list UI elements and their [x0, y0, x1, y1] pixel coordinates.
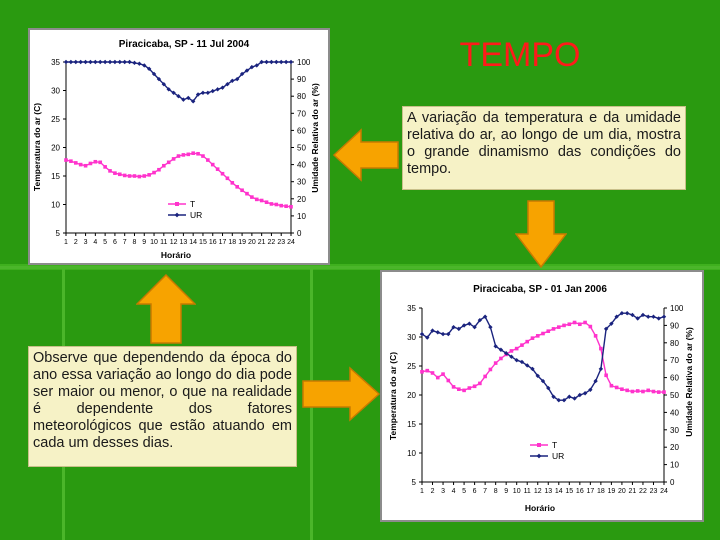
y-tick-label: 35 — [407, 304, 416, 313]
y-tick-label: 25 — [407, 362, 416, 371]
x-tick-label: 8 — [493, 488, 498, 495]
x-tick-label: 1 — [420, 488, 424, 495]
data-point-ur — [113, 60, 117, 64]
y2-tick-label: 90 — [670, 321, 679, 331]
chart-2-frame — [380, 270, 704, 522]
y2-axis-label: Umidade Relativa do ar (%) — [310, 83, 320, 193]
data-point-ur — [118, 60, 122, 64]
y-tick-label: 30 — [407, 333, 416, 342]
y-tick-label: 5 — [411, 478, 416, 487]
data-point-ur — [201, 91, 205, 95]
x-tick-label: 20 — [247, 239, 256, 246]
data-point-ur — [269, 60, 273, 64]
arrow-up-icon — [136, 274, 196, 344]
y2-tick-label: 10 — [670, 460, 679, 470]
y2-tick-label: 70 — [297, 109, 306, 119]
y2-tick-label: 60 — [670, 373, 679, 383]
data-point-t — [265, 200, 269, 204]
data-point-t — [162, 164, 166, 168]
x-tick-label: 22 — [267, 239, 276, 246]
data-point-ur — [441, 332, 445, 336]
y2-tick-label: 10 — [297, 211, 306, 221]
data-point-t — [216, 167, 220, 171]
data-point-ur — [211, 89, 215, 93]
data-point-t — [221, 172, 225, 176]
x-tick-label: 15 — [565, 488, 574, 495]
y2-tick-label: 50 — [297, 143, 306, 153]
x-tick-label: 3 — [83, 239, 88, 246]
data-point-t — [652, 390, 656, 394]
data-point-t — [599, 347, 603, 351]
x-tick-label: 12 — [169, 239, 178, 246]
textbox-top-right-text: A variação da temperatura e da umidade relativa do ar, ao longo de um dia, mostra o grande dinamismo das condições do tempo. — [407, 110, 681, 177]
data-point-t — [284, 204, 288, 208]
data-point-ur — [93, 60, 97, 64]
data-point-t — [123, 174, 127, 178]
x-tick-label: 6 — [112, 239, 117, 246]
series-line-ur — [422, 313, 664, 400]
x-tick-label: 16 — [575, 488, 584, 495]
data-point-t — [108, 169, 112, 173]
x-tick-label: 17 — [586, 488, 595, 495]
y2-axis-label: Umidade Relativa do ar (%) — [684, 327, 694, 437]
data-point-t — [641, 390, 645, 394]
arrow-right-icon — [302, 366, 380, 422]
x-tick-label: 7 — [122, 239, 127, 246]
data-point-t — [610, 384, 614, 388]
y-tick-label: 20 — [407, 391, 416, 400]
legend-label-ur: UR — [190, 210, 203, 220]
data-point-t — [196, 152, 200, 156]
data-point-t — [147, 173, 151, 177]
data-point-t — [142, 174, 146, 178]
data-point-ur — [264, 60, 268, 64]
legend-marker-ur — [537, 454, 542, 459]
data-point-t — [447, 379, 451, 383]
textbox-bottom-left-text: Observe que dependendo da época do ano essa variação ao longo do dia pode ser maior ou menor, o que na realidade é dependente dos fatores meteorológicos que estão atuando em cada um desses dias. — [33, 350, 292, 451]
data-point-t — [625, 389, 629, 393]
x-tick-label: 6 — [472, 488, 477, 495]
data-point-t — [583, 321, 587, 325]
data-point-ur — [599, 367, 603, 371]
data-point-ur — [98, 60, 102, 64]
data-point-t — [631, 390, 635, 394]
y-tick-label: 25 — [51, 115, 60, 124]
data-point-t — [536, 334, 540, 338]
data-point-t — [441, 372, 445, 376]
data-point-ur — [69, 60, 73, 64]
data-point-t — [69, 159, 73, 163]
data-point-t — [452, 385, 456, 389]
legend-label-t: T — [552, 440, 558, 450]
chart-1-frame — [28, 28, 330, 265]
data-point-t — [462, 389, 466, 393]
data-point-t — [113, 171, 117, 175]
data-point-ur — [646, 315, 650, 319]
y2-tick-label: 30 — [297, 177, 306, 187]
y-tick-label: 10 — [51, 200, 60, 210]
x-tick-label: 3 — [441, 488, 445, 495]
x-tick-label: 1 — [64, 239, 68, 246]
y2-tick-label: 30 — [670, 425, 679, 435]
data-point-t — [128, 174, 132, 178]
data-point-t — [494, 361, 498, 365]
data-point-t — [420, 370, 424, 374]
data-point-t — [206, 158, 210, 162]
data-point-t — [118, 172, 122, 176]
data-point-t — [646, 389, 650, 393]
x-tick-label: 24 — [287, 239, 295, 246]
x-tick-label: 11 — [523, 488, 531, 495]
data-point-t — [74, 161, 78, 165]
y2-tick-label: 0 — [297, 229, 302, 238]
data-point-t — [270, 202, 274, 206]
data-point-ur — [122, 60, 126, 64]
data-point-t — [557, 325, 561, 329]
data-point-t — [245, 192, 249, 196]
x-tick-label: 14 — [189, 239, 198, 246]
data-point-t — [157, 168, 161, 172]
data-point-t — [520, 343, 524, 347]
x-tick-label: 12 — [533, 488, 542, 495]
data-point-t — [515, 347, 519, 351]
data-point-t — [525, 340, 529, 344]
y2-tick-label: 70 — [670, 356, 679, 366]
data-point-t — [499, 357, 503, 361]
data-point-t — [636, 389, 640, 393]
legend-marker-ur — [175, 213, 180, 218]
y2-tick-label: 100 — [670, 304, 684, 313]
data-point-t — [235, 185, 239, 189]
x-tick-label: 9 — [142, 239, 147, 246]
x-tick-label: 22 — [639, 488, 647, 495]
data-point-t — [138, 175, 142, 179]
data-point-t — [541, 332, 545, 336]
data-point-t — [510, 349, 514, 353]
x-tick-label: 10 — [512, 488, 521, 495]
data-point-ur — [651, 315, 655, 319]
y2-tick-label: 20 — [670, 443, 679, 453]
legend-label-ur: UR — [552, 451, 565, 461]
data-point-t — [662, 390, 666, 394]
y-axis-label: Temperatura do ar (C) — [388, 351, 398, 441]
data-point-t — [172, 157, 176, 161]
data-point-ur — [662, 315, 666, 319]
data-point-t — [615, 386, 619, 390]
y-tick-label: 35 — [51, 58, 60, 67]
data-point-t — [79, 163, 83, 167]
x-axis-label: Horário — [160, 250, 192, 260]
y-tick-label: 10 — [407, 449, 416, 458]
legend-marker-t — [175, 202, 179, 206]
data-point-ur — [78, 60, 82, 64]
y2-tick-label: 90 — [297, 75, 306, 85]
data-point-ur — [83, 60, 87, 64]
data-point-ur — [284, 60, 288, 64]
chart-1-svg — [30, 30, 328, 263]
data-point-t — [103, 165, 107, 169]
x-tick-label: 20 — [618, 488, 626, 495]
x-tick-label: 21 — [628, 488, 637, 495]
x-tick-label: 11 — [160, 239, 168, 246]
y2-tick-label: 40 — [670, 408, 679, 418]
data-point-ur — [625, 311, 629, 315]
data-point-t — [657, 390, 661, 394]
x-tick-label: 23 — [649, 488, 658, 495]
textbox-top-right — [402, 106, 686, 190]
y2-tick-label: 40 — [297, 160, 306, 170]
x-tick-label: 21 — [257, 239, 266, 246]
data-point-t — [473, 385, 477, 389]
data-point-ur — [274, 60, 278, 64]
y-tick-label: 15 — [407, 420, 416, 429]
data-point-t — [578, 322, 582, 326]
x-axis-label: Horário — [524, 503, 556, 513]
data-point-t — [546, 329, 550, 333]
data-point-t — [186, 153, 190, 157]
data-point-t — [84, 164, 88, 168]
arrow-down-icon — [515, 200, 567, 268]
data-point-t — [167, 161, 171, 165]
data-point-t — [250, 195, 254, 199]
x-tick-label: 10 — [150, 239, 158, 246]
x-tick-label: 4 — [93, 239, 98, 246]
x-tick-label: 5 — [103, 239, 108, 246]
x-tick-label: 14 — [554, 488, 563, 495]
data-point-t — [177, 154, 181, 158]
data-point-t — [133, 174, 137, 178]
data-point-t — [573, 321, 577, 325]
x-tick-label: 2 — [73, 239, 78, 246]
data-point-ur — [127, 60, 131, 64]
data-point-t — [260, 199, 264, 203]
y2-tick-label: 0 — [670, 478, 675, 487]
slide-title: TEMPO — [459, 36, 581, 74]
legend-label-t: T — [190, 199, 196, 209]
data-point-t — [483, 375, 487, 379]
data-point-ur — [436, 330, 440, 334]
x-tick-label: 2 — [430, 488, 435, 495]
data-point-t — [468, 386, 472, 390]
data-point-t — [191, 151, 195, 155]
data-point-ur — [74, 60, 78, 64]
y2-tick-label: 100 — [297, 58, 311, 67]
y-tick-label: 5 — [55, 229, 60, 238]
data-point-t — [255, 198, 259, 202]
data-point-t — [64, 158, 68, 162]
data-point-ur — [64, 60, 68, 64]
data-point-t — [182, 153, 186, 157]
data-point-ur — [108, 60, 112, 64]
data-point-t — [604, 373, 608, 377]
data-point-ur — [289, 60, 293, 64]
arrow-left-icon — [333, 128, 399, 182]
chart-title: Piracicaba, SP - 11 Jul 2004 — [118, 39, 250, 50]
data-point-ur — [215, 87, 219, 91]
data-point-t — [568, 322, 572, 326]
data-point-t — [211, 163, 215, 167]
y-tick-label: 30 — [51, 86, 60, 96]
data-point-t — [89, 162, 93, 166]
data-point-t — [531, 336, 535, 340]
y2-tick-label: 50 — [670, 391, 679, 400]
data-point-t — [275, 203, 279, 207]
x-tick-label: 16 — [208, 239, 217, 246]
data-point-ur — [657, 316, 661, 320]
data-point-t — [489, 368, 493, 372]
data-point-ur — [206, 91, 210, 95]
data-point-t — [201, 154, 205, 158]
x-tick-label: 17 — [218, 239, 227, 246]
y2-tick-label: 60 — [297, 126, 306, 136]
x-tick-label: 24 — [660, 488, 668, 495]
data-point-t — [620, 387, 624, 391]
x-tick-label: 23 — [277, 239, 286, 246]
chart-2-svg — [382, 272, 702, 520]
data-point-t — [98, 161, 102, 165]
x-tick-label: 7 — [483, 488, 488, 495]
x-tick-label: 18 — [596, 488, 605, 495]
x-tick-label: 13 — [544, 488, 553, 495]
data-point-t — [594, 334, 598, 338]
y-tick-label: 15 — [51, 172, 60, 181]
data-point-t — [279, 204, 283, 208]
data-point-t — [562, 324, 566, 328]
x-tick-label: 18 — [228, 239, 237, 246]
data-point-t — [152, 171, 156, 175]
data-point-t — [457, 387, 461, 391]
data-point-ur — [132, 61, 136, 65]
x-tick-label: 8 — [132, 239, 137, 246]
data-point-t — [589, 325, 593, 329]
y-tick-label: 20 — [51, 143, 60, 153]
data-point-t — [240, 188, 244, 192]
y2-tick-label: 80 — [297, 92, 306, 102]
y2-tick-label: 20 — [297, 194, 306, 204]
data-point-t — [552, 327, 556, 331]
data-point-t — [226, 176, 230, 180]
x-tick-label: 5 — [462, 488, 467, 495]
y2-tick-label: 80 — [670, 338, 679, 348]
textbox-bottom-left — [28, 346, 297, 467]
data-point-t — [436, 376, 440, 380]
data-point-t — [431, 371, 435, 375]
x-tick-label: 15 — [199, 239, 207, 246]
data-point-t — [231, 181, 235, 185]
data-point-ur — [137, 62, 141, 66]
x-tick-label: 19 — [238, 239, 246, 246]
x-tick-label: 4 — [451, 488, 456, 495]
data-point-ur — [103, 60, 107, 64]
x-tick-label: 19 — [607, 488, 616, 495]
x-tick-label: 9 — [504, 488, 509, 495]
data-point-t — [425, 369, 429, 373]
x-tick-label: 13 — [179, 239, 188, 246]
data-point-ur — [88, 60, 92, 64]
legend-marker-t — [537, 443, 541, 447]
y-axis-label: Temperatura do ar (C) — [32, 102, 42, 192]
data-point-t — [94, 160, 98, 164]
data-point-ur — [279, 60, 283, 64]
data-point-t — [289, 205, 293, 209]
data-point-t — [478, 382, 482, 386]
chart-title: Piracicaba, SP - 01 Jan 2006 — [473, 284, 607, 295]
